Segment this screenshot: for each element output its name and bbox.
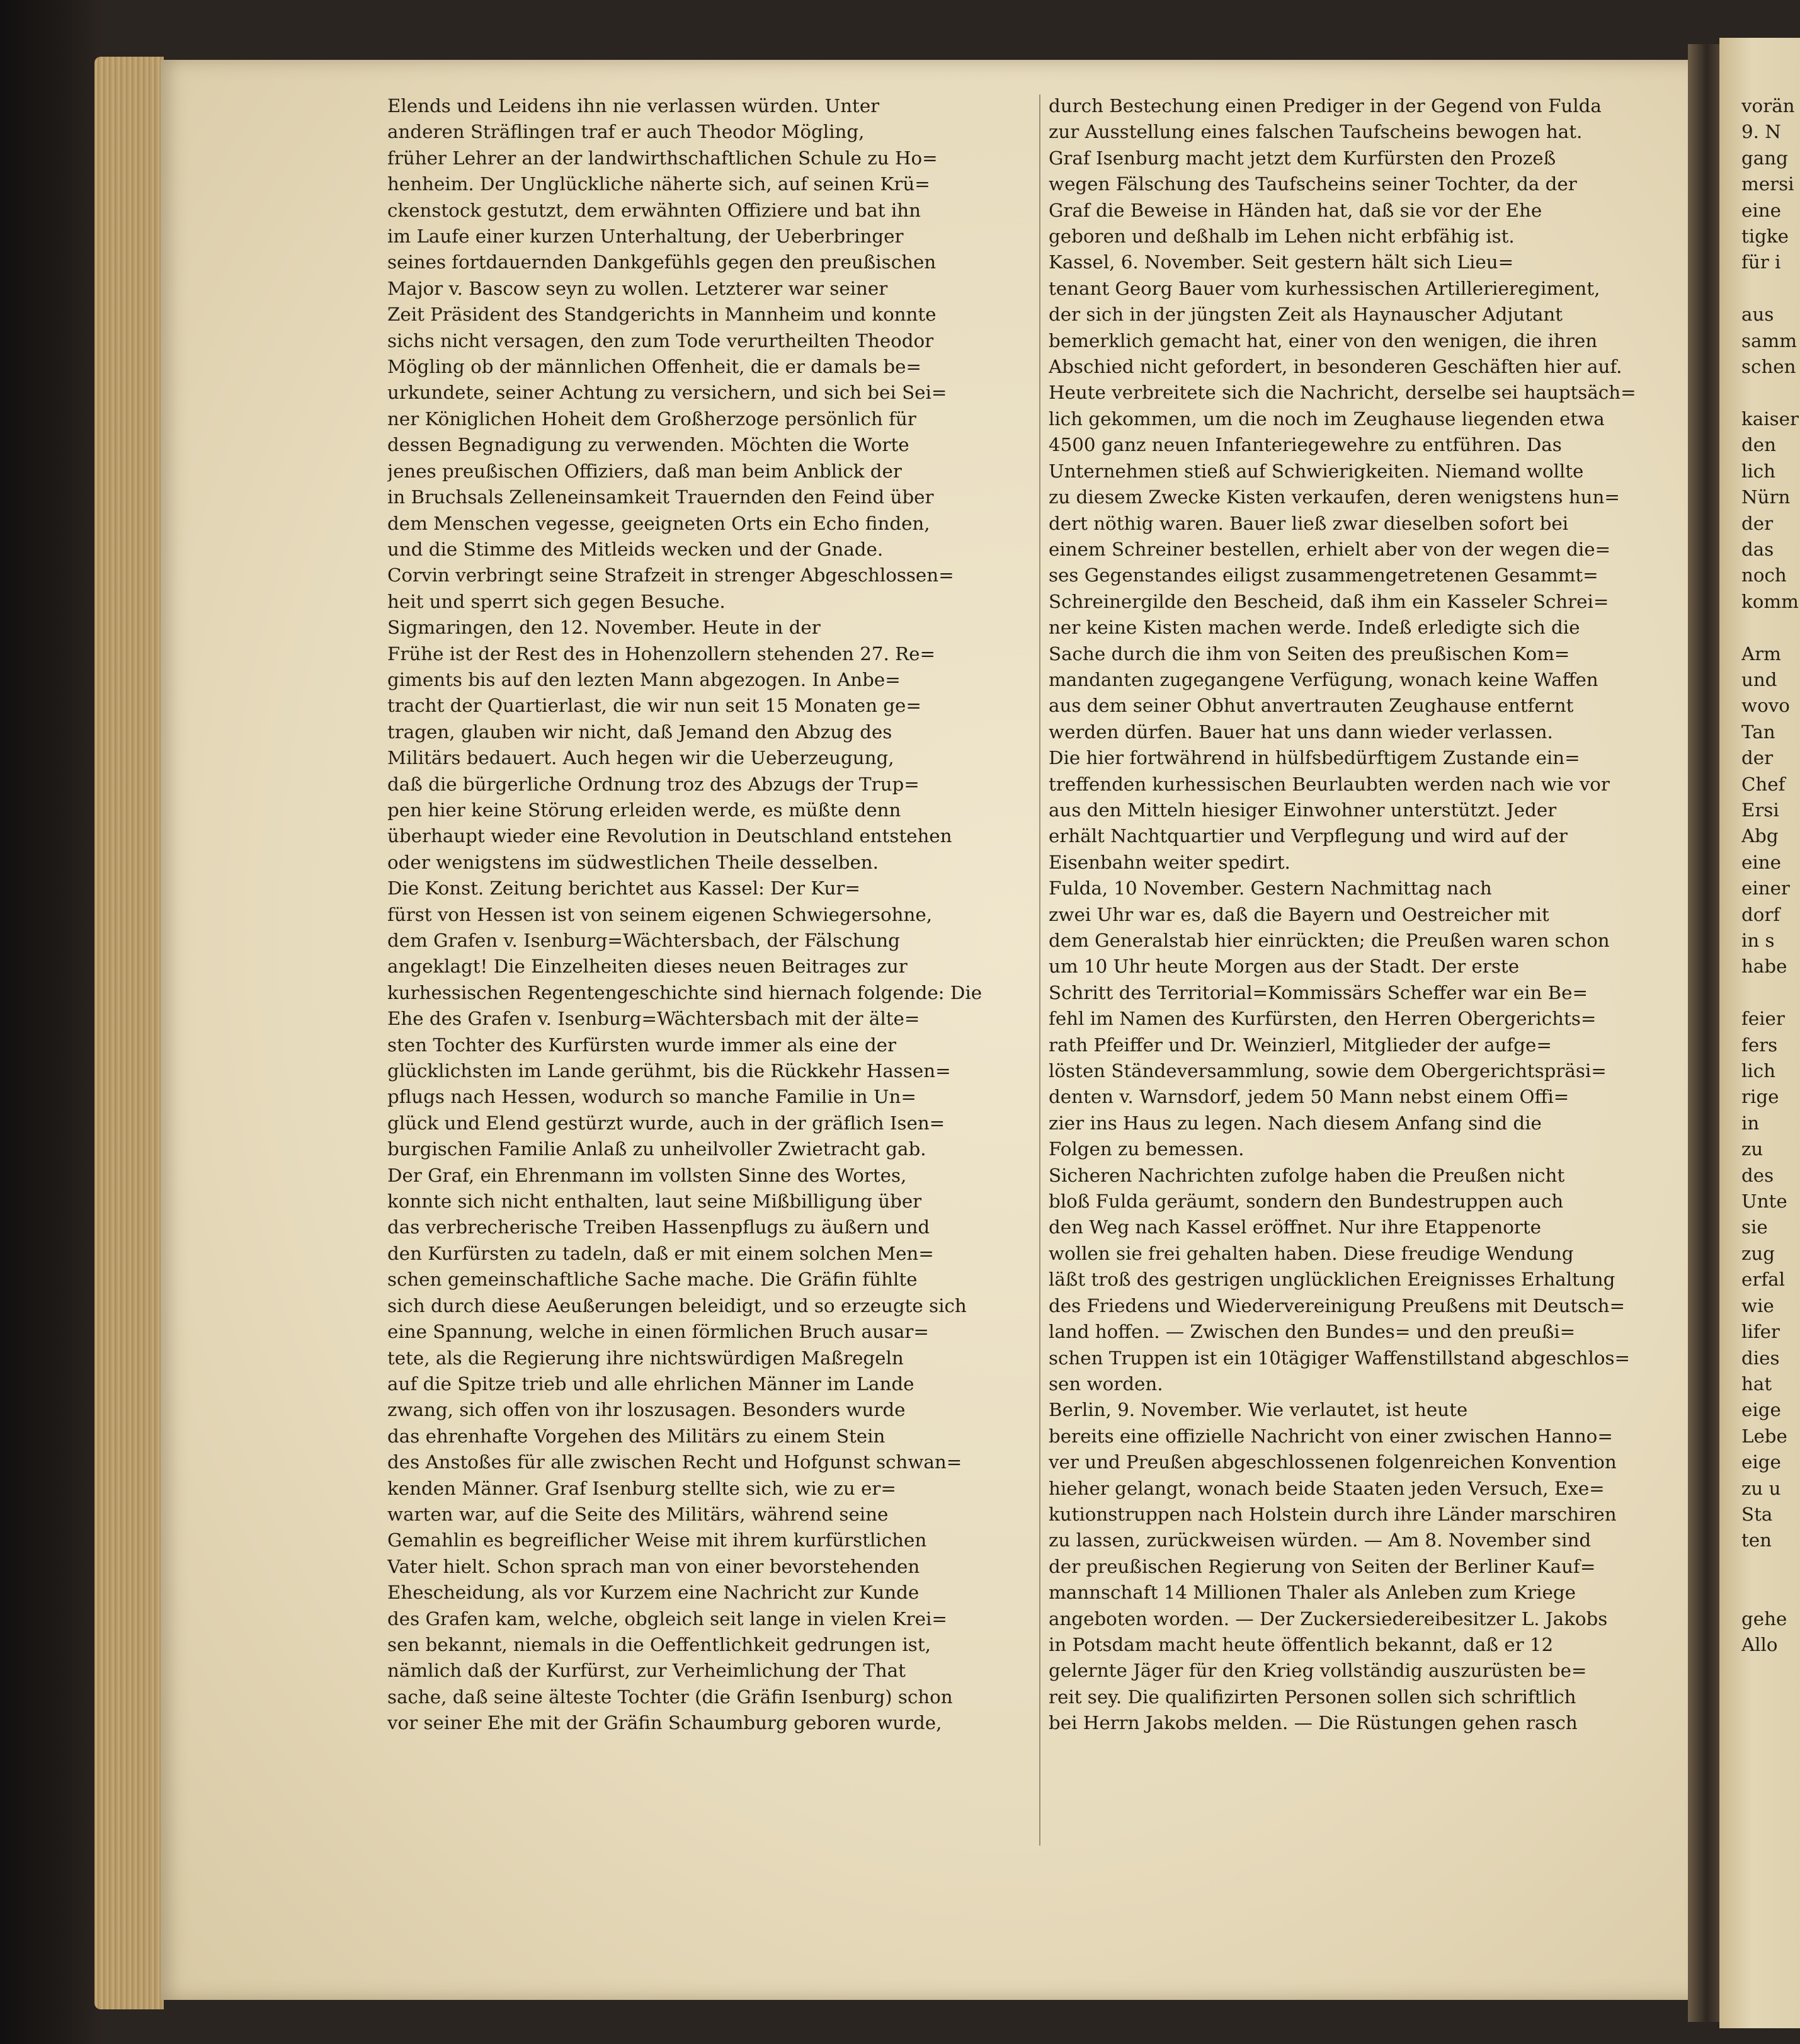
text-line: eige [1741, 1451, 1781, 1473]
text-line: denten v. Warnsdorf, jedem 50 Mann nebst einem Offi= [1049, 1086, 1569, 1108]
text-line: schen gemeinschaftliche Sache mache. Die Gräfin fühlte [387, 1269, 918, 1291]
text-line: bereits eine offizielle Nachricht von einer zwischen Hanno= [1049, 1425, 1613, 1447]
text-line: zu lassen, zurückweisen würden. — Am 8. November sind [1049, 1529, 1592, 1551]
text-line [1741, 1554, 1800, 1580]
text-line: zwang, sich offen von ihr loszusagen. Besonders wurde [387, 1399, 906, 1421]
text-line: Graf die Beweise in Händen hat, daß sie vor der Ehe [1049, 199, 1542, 221]
text-line: aus [1741, 304, 1774, 326]
text-line: sen bekannt, niemals in die Oeffentlichkeit gedrungen ist, [387, 1633, 931, 1655]
text-line: samm [1741, 329, 1797, 351]
text-line: noch [1741, 564, 1787, 586]
text-line: oder wenigstens im südwestlichen Theile desselben. [387, 851, 879, 873]
text-line: sie [1741, 1216, 1768, 1238]
text-line: in [1741, 1112, 1760, 1134]
text-line: in Potsdam macht heute öffentlich bekannt, daß er 12 [1049, 1633, 1554, 1655]
text-line: ckenstock gestutzt, dem erwähnten Offiziere und bat ihn [387, 199, 921, 221]
text-line: Lebe [1741, 1425, 1787, 1447]
text-line: tragen, glauben wir nicht, daß Jemand den Abzug des [387, 721, 892, 743]
text-line: das ehrenhafte Vorgehen des Militärs zu einem Stein [387, 1425, 886, 1447]
text-line: Die Konst. Zeitung berichtet aus Kassel: Der Kur= [387, 877, 860, 899]
text-line: kenden Männer. Graf Isenburg stellte sich, wie zu er= [387, 1477, 896, 1499]
text-line: Corvin verbringt seine Strafzeit in strenger Abgeschlossen= [387, 564, 954, 586]
text-line: früher Lehrer an der landwirthschaftlichen Schule zu Ho= [387, 147, 938, 169]
text-line: den Weg nach Kassel eröffnet. Nur ihre Etappenorte [1049, 1216, 1541, 1238]
text-line: ses Gegenstandes eiligst zusammengetretenen Gesammt= [1049, 564, 1598, 586]
text-line: tenant Georg Bauer vom kurhessischen Artillerieregiment, [1049, 277, 1600, 299]
text-line: fers [1741, 1034, 1778, 1056]
text-line: zu u [1741, 1477, 1781, 1499]
text-line: aus den Mitteln hiesiger Einwohner unterstützt. Jeder [1049, 799, 1557, 821]
text-line: urkundete, seiner Achtung zu versichern, und sich bei Sei= [387, 382, 947, 404]
text-line: für i [1741, 251, 1781, 273]
text-line: kutionstruppen nach Holstein durch ihre Länder marschiren [1049, 1503, 1617, 1525]
text-line: um 10 Uhr heute Morgen aus der Stadt. Der erste [1049, 956, 1520, 978]
text-line: ten [1741, 1529, 1772, 1551]
text-line: Abg [1741, 825, 1779, 847]
text-line: sen worden. [1049, 1373, 1163, 1395]
text-line: Gemahlin es begreiflicher Weise mit ihrem kurfürstlichen [387, 1529, 927, 1551]
text-line: wovo [1741, 695, 1790, 717]
text-line [1741, 1580, 1800, 1606]
text-line: zwei Uhr war es, daß die Bayern und Oestreicher mit [1049, 903, 1549, 925]
text-line: das verbrecherische Treiben Hassenpflugs zu äußern und [387, 1216, 930, 1238]
text-line: lösten Ständeversammlung, sowie dem Obergerichtspräsi= [1049, 1060, 1607, 1082]
text-line: fehl im Namen des Kurfürsten, den Herren Obergerichts= [1049, 1008, 1597, 1030]
text-line: gang [1741, 147, 1788, 169]
text-line: dem Generalstab hier einrückten; die Preußen waren schon [1049, 930, 1610, 951]
text-line [1741, 380, 1800, 406]
text-line: pen hier keine Störung erleiden werde, es müßte denn [387, 799, 901, 821]
text-line: hieher gelangt, wonach beide Staaten jeden Versuch, Exe= [1049, 1477, 1605, 1499]
text-line: vorän [1741, 95, 1795, 117]
text-line: dert nöthig waren. Bauer ließ zwar dieselben sofort bei [1049, 512, 1569, 534]
text-line: Unternehmen stieß auf Schwierigkeiten. Niemand wollte [1049, 460, 1584, 482]
text-line: Heute verbreitete sich die Nachricht, derselbe sei hauptsäch= [1049, 382, 1636, 404]
text-line: kaiser [1741, 408, 1799, 430]
text-line: 4500 ganz neuen Infanteriegewehre zu entführen. Das [1049, 434, 1562, 456]
text-line: und [1741, 668, 1777, 690]
text-line: zu diesem Zwecke Kisten verkaufen, deren wenigstens hun= [1049, 486, 1620, 508]
text-line: sten Tochter des Kurfürsten wurde immer als eine der [387, 1034, 896, 1056]
facing-page-text-fragment [1741, 93, 1800, 1658]
text-line: Abschied nicht gefordert, in besonderen Geschäften hier auf. [1049, 356, 1622, 378]
text-line: ner keine Kisten machen werde. Indeß erledigte sich die [1049, 617, 1580, 639]
text-line: zier ins Haus zu legen. Nach diesem Anfang sind die [1049, 1112, 1542, 1134]
text-line: lich gekommen, um die noch im Zeughause liegenden etwa [1049, 408, 1605, 430]
text-line: dorf [1741, 903, 1780, 925]
text-line: des Grafen kam, welche, obgleich seit lange in vielen Krei= [387, 1607, 947, 1630]
text-line: rige [1741, 1086, 1779, 1108]
text-line: treffenden kurhessischen Beurlaubten werden nach wie vor [1049, 773, 1610, 795]
text-line: hat [1741, 1373, 1772, 1395]
text-line: nämlich daß der Kurfürst, zur Verheimlichung der That [387, 1660, 906, 1682]
text-line: in Bruchsals Zelleneinsamkeit Trauernden den Feind über [387, 486, 934, 508]
text-line: kurhessischen Regentengeschichte sind hiernach folgende: Die [387, 981, 983, 1003]
text-line: der [1741, 747, 1774, 769]
text-line: Elends und Leidens ihn nie verlassen würden. Unter [387, 95, 880, 117]
text-line: werden dürfen. Bauer hat uns dann wieder verlassen. [1049, 721, 1553, 743]
text-line: Ersi [1741, 799, 1779, 821]
text-line: Nürn [1741, 486, 1791, 508]
text-line: eine [1741, 851, 1781, 873]
text-line: des [1741, 1164, 1774, 1186]
text-line: gelernte Jäger für den Krieg vollständig auszurüsten be= [1049, 1660, 1587, 1682]
text-line: zu [1741, 1138, 1763, 1160]
text-line: lifer [1741, 1321, 1780, 1343]
text-line: auf die Spitze trieb und alle ehrlichen Männer im Lande [387, 1373, 914, 1395]
text-line: des Anstoßes für alle zwischen Recht und Hofgunst schwan= [387, 1451, 962, 1473]
text-line: eine Spannung, welche in einen förmlichen Bruch ausar= [387, 1321, 929, 1343]
left-text-column [387, 93, 1030, 1737]
text-line: dessen Begnadigung zu verwenden. Möchten die Worte [387, 434, 909, 456]
text-line: konnte sich nicht enthalten, laut seine Mißbilligung über [387, 1190, 922, 1213]
text-line: burgischen Familie Anlaß zu unheilvoller Zwietracht gab. [387, 1138, 926, 1160]
text-line: dies [1741, 1347, 1780, 1369]
book-binding-edge [0, 0, 101, 2044]
text-line: in s [1741, 930, 1775, 951]
text-line: henheim. Der Unglückliche näherte sich, auf seinen Krü= [387, 173, 930, 195]
text-line: eige [1741, 1399, 1781, 1421]
text-line: im Laufe einer kurzen Unterhaltung, der Ueberbringer [387, 226, 904, 248]
text-line: Arm [1741, 642, 1781, 665]
text-line: glück und Elend gestürzt wurde, auch in der gräflich Isen= [387, 1112, 945, 1134]
text-line [1741, 980, 1800, 1006]
text-line: Sicheren Nachrichten zufolge haben die Preußen nicht [1049, 1164, 1565, 1186]
text-line: sich durch diese Aeußerungen beleidigt, und so erzeugte sich [387, 1294, 967, 1316]
text-line: Allo [1741, 1633, 1778, 1655]
text-line: Schreinergilde den Bescheid, daß ihm ein Kasseler Schrei= [1049, 590, 1609, 612]
text-line: läßt troß des gestrigen unglücklichen Ereignisses Erhaltung [1049, 1269, 1615, 1291]
text-line: feier [1741, 1008, 1785, 1030]
text-line: heit und sperrt sich gegen Besuche. [387, 590, 726, 612]
text-line: habe [1741, 956, 1787, 978]
text-line: tracht der Quartierlast, die wir nun seit 15 Monaten ge= [387, 695, 921, 717]
text-line: mandanten zugegangene Verfügung, wonach keine Waffen [1049, 668, 1598, 690]
text-line: durch Bestechung einen Prediger in der Gegend von Fulda [1049, 95, 1602, 117]
text-line: glücklichsten im Lande gerühmt, bis die Rückkehr Hassen= [387, 1060, 951, 1082]
text-line: Die hier fortwährend in hülfsbedürftigem Zustande ein= [1049, 747, 1580, 769]
text-line: pflugs nach Hessen, wodurch so manche Familie in Un= [387, 1086, 916, 1108]
text-line: rath Pfeiffer und Dr. Weinzierl, Mitglieder der aufge= [1049, 1034, 1552, 1056]
text-line: bei Herrn Jakobs melden. — Die Rüstungen gehen rasch [1049, 1712, 1578, 1734]
text-line: jenes preußischen Offiziers, daß man beim Anblick der [387, 460, 902, 482]
text-line: zug [1741, 1242, 1775, 1264]
text-line: das [1741, 538, 1774, 560]
text-line: des Friedens und Wiedervereinigung Preußens mit Deutsch= [1049, 1294, 1625, 1316]
text-line: Major v. Bascow seyn zu wollen. Letzterer war seiner [387, 277, 888, 299]
text-line: geboren und deßhalb im Lehen nicht erbfähig ist. [1049, 226, 1515, 248]
text-line: bloß Fulda geräumt, sondern den Bundestruppen auch [1049, 1190, 1564, 1213]
text-line: sache, daß seine älteste Tochter (die Gräfin Isenburg) schon [387, 1686, 953, 1708]
column-divider [1039, 94, 1040, 1846]
middle-text-column [1049, 93, 1685, 1737]
text-line: den Kurfürsten zu tadeln, daß er mit einem solchen Men= [387, 1242, 934, 1264]
text-line: gehe [1741, 1607, 1787, 1630]
text-line: Sta [1741, 1503, 1773, 1525]
text-line: einem Schreiner bestellen, erhielt aber von der wegen die= [1049, 538, 1611, 560]
text-line: erfal [1741, 1269, 1786, 1291]
text-line: dem Grafen v. Isenburg=Wächtersbach, der Fälschung [387, 930, 900, 951]
text-line: schen Truppen ist ein 10tägiger Waffenstillstand abgeschlos= [1049, 1347, 1631, 1369]
text-line: Der Graf, ein Ehrenmann im vollsten Sinne des Wortes, [387, 1164, 907, 1186]
text-line: Schritt des Territorial=Kommissärs Scheffer war ein Be= [1049, 981, 1588, 1003]
text-line: überhaupt wieder eine Revolution in Deutschland entstehen [387, 825, 952, 847]
text-line: ver und Preußen abgeschlossenen folgenreichen Konvention [1049, 1451, 1617, 1473]
text-line: mannschaft 14 Millionen Thaler als Anleben zum Kriege [1049, 1582, 1576, 1604]
text-line: tete, als die Regierung ihre nichtswürdigen Maßregeln [387, 1347, 904, 1369]
text-line: und die Stimme des Mitleids wecken und der Gnade. [387, 538, 884, 560]
text-line: Unte [1741, 1190, 1787, 1213]
text-line: ner Königlichen Hoheit dem Großherzoge persönlich für [387, 408, 916, 430]
text-line: aus dem seiner Obhut anvertrauten Zeughause entfernt [1049, 695, 1574, 717]
text-line: mersi [1741, 173, 1794, 195]
text-line: der sich in der jüngsten Zeit als Haynauscher Adjutant [1049, 304, 1563, 326]
text-line: seines fortdauernden Dankgefühls gegen den preußischen [387, 251, 937, 273]
text-line: Kassel, 6. November. Seit gestern hält sich Lieu= [1049, 251, 1514, 273]
text-line: Vater hielt. Schon sprach man von einer bevorstehenden [387, 1555, 920, 1577]
text-line: Sigmaringen, den 12. November. Heute in der [387, 617, 821, 639]
text-line: Folgen zu bemessen. [1049, 1138, 1245, 1160]
text-line: land hoffen. — Zwischen den Bundes= und den preußi= [1049, 1321, 1576, 1343]
text-line: komm [1741, 590, 1799, 612]
text-line: 9. N [1741, 121, 1781, 143]
text-line: vor seiner Ehe mit der Gräfin Schaumburg geboren wurde, [387, 1712, 942, 1734]
text-line: reit sey. Die qualifizirten Personen sollen sich schriftlich [1049, 1686, 1576, 1708]
text-line: dem Menschen vegesse, geeigneten Orts ein Echo finden, [387, 512, 930, 534]
text-line: tigke [1741, 226, 1789, 248]
text-line: zur Ausstellung eines falschen Taufscheins bewogen hat. [1049, 121, 1583, 143]
text-line: Ehescheidung, als vor Kurzem eine Nachricht zur Kunde [387, 1582, 920, 1604]
text-line: schen [1741, 356, 1796, 378]
text-line: der preußischen Regierung von Seiten der Berliner Kauf= [1049, 1555, 1596, 1577]
text-line: Chef [1741, 773, 1786, 795]
text-line [1741, 276, 1800, 302]
text-line: Ehe des Grafen v. Isenburg=Wächtersbach mit der älte= [387, 1008, 920, 1030]
text-line: wegen Fälschung des Taufscheins seiner Tochter, da der [1049, 173, 1577, 195]
text-line: fürst von Hessen ist von seinem eigenen Schwiegersohne, [387, 903, 933, 925]
text-line: Fulda, 10 November. Gestern Nachmittag nach [1049, 877, 1492, 899]
text-line: wollen sie frei gehalten haben. Diese freudige Wendung [1049, 1242, 1574, 1264]
text-line: warten war, auf die Seite des Militärs, während seine [387, 1503, 889, 1525]
text-line: lich [1741, 1060, 1776, 1082]
text-line [1741, 615, 1800, 641]
text-line: den [1741, 434, 1776, 456]
text-line: angeklagt! Die Einzelheiten dieses neuen Beitrages zur [387, 956, 908, 978]
text-line: Sache durch die ihm von Seiten des preußischen Kom= [1049, 642, 1570, 665]
text-line: Tan [1741, 721, 1775, 743]
text-line: Mögling ob der männlichen Offenheit, die er damals be= [387, 356, 921, 378]
text-line: erhält Nachtquartier und Verpflegung und wird auf der [1049, 825, 1568, 847]
text-line: angeboten worden. — Der Zuckersiedereibesitzer L. Jakobs [1049, 1607, 1608, 1630]
text-line: Zeit Präsident des Standgerichts in Mannheim und konnte [387, 304, 937, 326]
text-line: bemerklich gemacht hat, einer von den wenigen, die ihren [1049, 329, 1598, 351]
text-line: eine [1741, 199, 1781, 221]
text-line: wie [1741, 1294, 1774, 1316]
text-line: einer [1741, 877, 1790, 899]
text-line: Eisenbahn weiter spedirt. [1049, 851, 1290, 873]
text-line: giments bis auf den lezten Mann abgezogen. In Anbe= [387, 668, 901, 690]
text-line: Berlin, 9. November. Wie verlautet, ist heute [1049, 1399, 1468, 1421]
text-line: Frühe ist der Rest des in Hohenzollern stehenden 27. Re= [387, 642, 936, 665]
text-line: lich [1741, 460, 1776, 482]
page-edges-left [94, 57, 164, 2009]
text-line: daß die bürgerliche Ordnung troz des Abzugs der Trup= [387, 773, 920, 795]
text-line: der [1741, 512, 1774, 534]
text-line: sichs nicht versagen, den zum Tode verurtheilten Theodor [387, 329, 934, 351]
text-line: anderen Sträflingen traf er auch Theodor Mögling, [387, 121, 865, 143]
text-line: Militärs bedauert. Auch hegen wir die Ueberzeugung, [387, 747, 894, 769]
text-line: Graf Isenburg macht jetzt dem Kurfürsten den Prozeß [1049, 147, 1556, 169]
